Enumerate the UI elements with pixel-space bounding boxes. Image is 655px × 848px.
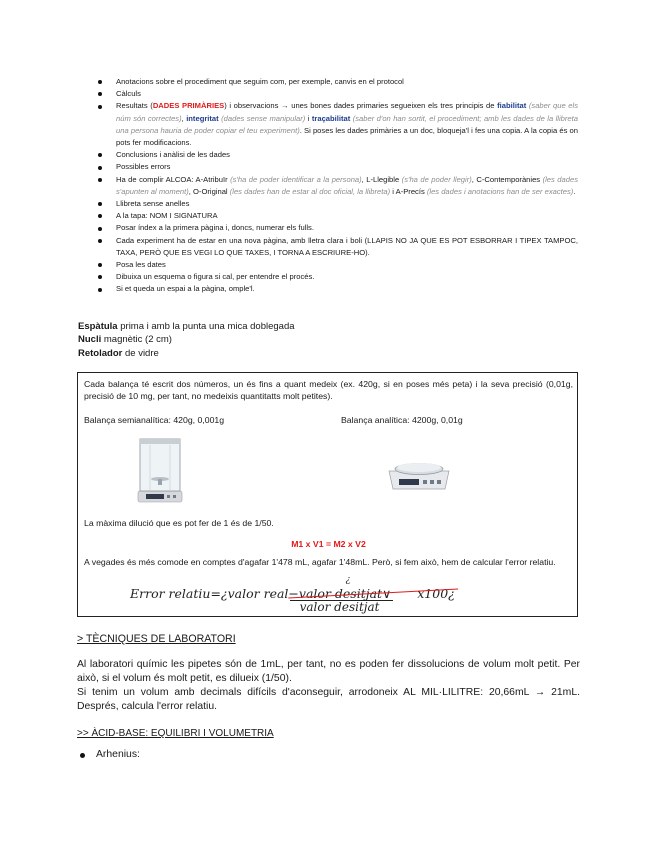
list-item: Càlculs bbox=[78, 88, 578, 100]
bullet-icon bbox=[98, 178, 102, 182]
section-heading-acid-base: >> ÀCID-BASE: EQUILIBRI I VOLUMETRIA bbox=[77, 728, 274, 739]
list-item: Posar índex a la primera pàgina i, doncs, numerar els fulls. bbox=[78, 222, 578, 234]
bullet-icon bbox=[98, 263, 102, 267]
relative-error-formula: Error relatiu=¿valor real−valor desitjat∨ ¿ valor desitjat x100¿ bbox=[130, 586, 455, 601]
integritat-term: integritat bbox=[186, 113, 219, 123]
fiabilitat-term: fiabilitat bbox=[497, 101, 527, 111]
bullet-icon bbox=[98, 105, 102, 109]
semianalytic-balance-image bbox=[132, 435, 188, 505]
max-dilution-note: La màxima dilució que es pot fer de 1 és de 1/50. bbox=[84, 518, 274, 528]
balances-intro: Cada balança té escrit dos números, un és fins a quant medeix (ex. 420g, si en poses més peta) i la seva precisió (0,01g, precisió de 10 mg, per tant, no medeixis quantitatts molt petites). bbox=[84, 379, 573, 401]
rounding-paragraph: Si tenim un volum amb decimals difícils d'aconseguir, arrodoneix AL MIL·LILITRE: 20,66mL → 21mL. Després, calcula l'error relatiu. bbox=[77, 687, 580, 712]
bullet-icon bbox=[98, 288, 102, 292]
balances-info-box bbox=[77, 372, 578, 617]
list-item: Llibreta sense anelles bbox=[78, 198, 578, 210]
bullet-icon bbox=[98, 92, 102, 96]
bullet-icon bbox=[98, 227, 102, 231]
list-item: Posa les dates bbox=[78, 259, 578, 271]
analytic-balance-label: Balança analítica: 4200g, 0,01g bbox=[341, 415, 463, 425]
tool-espatula: Espàtula prima i amb la punta una mica doblegada bbox=[78, 321, 295, 332]
dilution-formula: M1 x V1 = M2 x V2 bbox=[291, 539, 366, 549]
bullet-icon bbox=[98, 80, 102, 84]
list-item: Dibuixa un esquema o figura si cal, per entendre el procés. bbox=[78, 271, 578, 283]
list-item: Possibles errors bbox=[78, 161, 578, 173]
tool-nucli: Nucli magnètic (2 cm) bbox=[78, 334, 172, 346]
list-item: Cada experiment ha de estar en una nova pàgina, amb lletra clara i boli (LLAPIS NO JA QUE ES POT ESBORRAR I TIPEX TAMPOC, TAXA, PERÒ QUE ES VEGI LO QUE TAXES, I TORNA A ESCRIURE-HO). bbox=[78, 235, 578, 259]
bullet-icon bbox=[80, 753, 85, 758]
list-item: Conclusions i anàlisi de les dades bbox=[78, 149, 578, 161]
tool-retolador: Retolador de vidre bbox=[78, 347, 159, 359]
semianalytic-balance-label: Balança semianalítica: 420g, 0,001g bbox=[84, 415, 225, 425]
analytic-balance-image bbox=[383, 435, 455, 493]
list-item: Ha de complir ALCOA: A-Atribuïr (s'ha de poder identificar a la persona), L-Llegible (s'ha de poder llegir), C-Contemporànies (les dades s'apunten al moment), O-Original (les dades han de estar al doc oficial, la llibreta) i A-Precís (les dades i anotacions han de ser exactes). bbox=[78, 174, 578, 198]
tracabilitat-term: traçabilitat bbox=[311, 113, 351, 123]
section-heading-tecniques: > TÈCNIQUES DE LABORATORI bbox=[77, 633, 236, 645]
bullet-icon bbox=[98, 214, 102, 218]
relative-error-intro: A vegades és més comode en comptes d'agafar 1'478 mL, agafar 1'48mL. Però, si fem això, hem de calcular l'error relatiu. bbox=[84, 557, 556, 567]
bullet-icon bbox=[98, 239, 102, 243]
list-item: Anotacions sobre el procediment que seguim com, per exemple, canvis en el protocol bbox=[78, 76, 578, 88]
list-item: Arhenius: bbox=[96, 749, 140, 760]
list-item: A la tapa: NOM I SIGNATURA bbox=[78, 210, 578, 222]
lab-tools-list bbox=[78, 320, 295, 360]
pipettes-paragraph: Al laboratori químic les pipetes són de 1mL, per tant, no es poden fer dissolucions de volum molt petit. Per això, si el volum és molt petit, es dilueix (1/50). bbox=[77, 659, 580, 684]
bullet-icon bbox=[98, 275, 102, 279]
bullet-icon bbox=[98, 153, 102, 157]
bullet-icon bbox=[98, 166, 102, 170]
list-item: Resultats (DADES PRIMÀRIES) i observacions → unes bones dades primaries segueixen els tres principis de fiabilitat (saber que els núm són correctes), integritat (dades sense manipular) i traçabilitat (saber d'on han sortit, el procediment; amb les dades de la llibreta una persona hauria de poder copiar el teu experiment). Si poses les dades primàries a un doc, bloqueja'l i fes una copia. A la copia és on pots fer modificacions. bbox=[78, 100, 578, 149]
dades-primaries-highlight: DADES PRIMÀRIES bbox=[152, 101, 225, 111]
list-item: Si et queda un espai a la pàgina, omple'l. bbox=[78, 283, 578, 295]
bullet-icon bbox=[98, 202, 102, 206]
notebook-rules-list bbox=[78, 76, 578, 296]
